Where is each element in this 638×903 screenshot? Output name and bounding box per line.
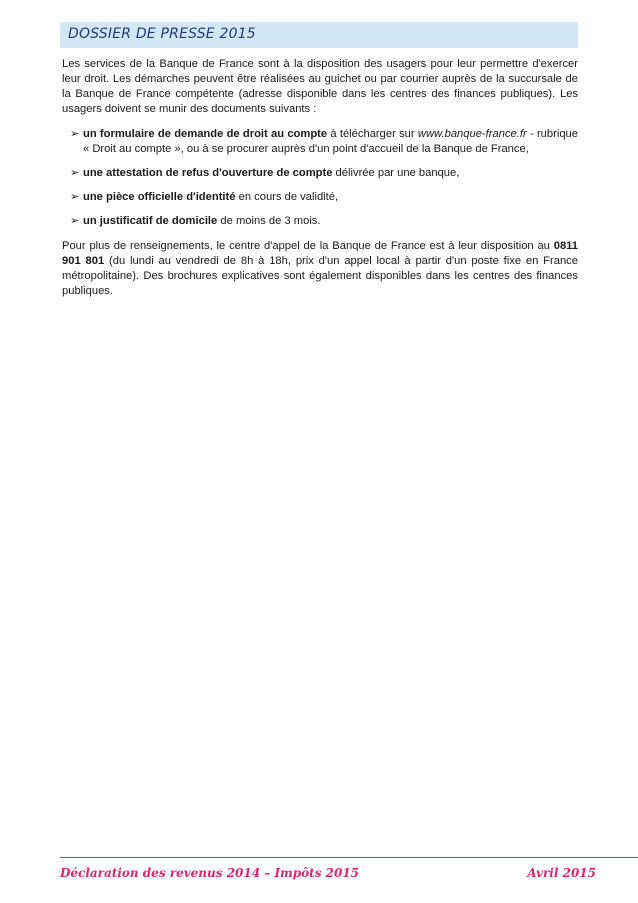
- item-bold: une attestation de refus d'ouverture de compte: [83, 167, 333, 179]
- footer-divider: [60, 857, 638, 858]
- outro-paragraph: [62, 239, 578, 299]
- item-text: - rubrique « Droit au compte », ou à se procurer auprès d'un point d'accueil de la Banque de France,: [83, 128, 578, 155]
- arrow-bullet-icon: ➢: [70, 128, 80, 140]
- item-bold: un formulaire de demande de droit au compte: [83, 128, 328, 140]
- arrow-bullet-icon: ➢: [70, 191, 80, 203]
- footer-right-text: Avril 2015: [527, 866, 596, 880]
- header-band: [60, 22, 578, 48]
- list-item: [62, 190, 578, 205]
- item-text: à télécharger sur: [327, 128, 418, 140]
- outro-text: Pour plus de renseignements, le centre d'appel de la Banque de France est à leur disposition au: [62, 240, 554, 252]
- item-text: de moins de 3 mois.: [217, 215, 321, 227]
- item-bold: un justificatif de domicile: [83, 215, 218, 227]
- arrow-bullet-icon: ➢: [70, 215, 80, 227]
- footer-left-text: Déclaration des revenus 2014 – Impôts 2015: [60, 866, 360, 880]
- item-bold: une pièce officielle d'identité: [83, 191, 236, 203]
- phone-number: 0811 901 801: [62, 240, 578, 267]
- item-text: en cours de validité,: [235, 191, 339, 203]
- intro-paragraph: Les services de la Banque de France sont à la disposition des usagers pour leur permettre d'exercer leur droit. Les démarches peuvent être réalisées au guichet ou par courrier auprès de la succursale de la Banque de France compétente (adresse disponible dans les centres des finances publiques). Les usagers doivent se munir des documents suivants :: [62, 58, 578, 115]
- arrow-bullet-icon: ➢: [70, 167, 80, 179]
- item-text: délivrée par une banque,: [332, 167, 460, 179]
- outro-text: (du lundi au vendredi de 8h à 18h, prix d'un appel local à partir d'un poste fixe en France métropolitaine). Des brochures explicatives sont également disponibles dans les centres des finances publiques.: [62, 255, 578, 297]
- document-body: [62, 57, 578, 299]
- page-title: DOSSIER DE PRESSE 2015: [68, 26, 256, 42]
- documents-list: [62, 127, 578, 229]
- list-item: [62, 166, 578, 181]
- item-link-text: www.banque-france.fr: [417, 128, 527, 140]
- list-item: [62, 214, 578, 229]
- list-item: [62, 127, 578, 157]
